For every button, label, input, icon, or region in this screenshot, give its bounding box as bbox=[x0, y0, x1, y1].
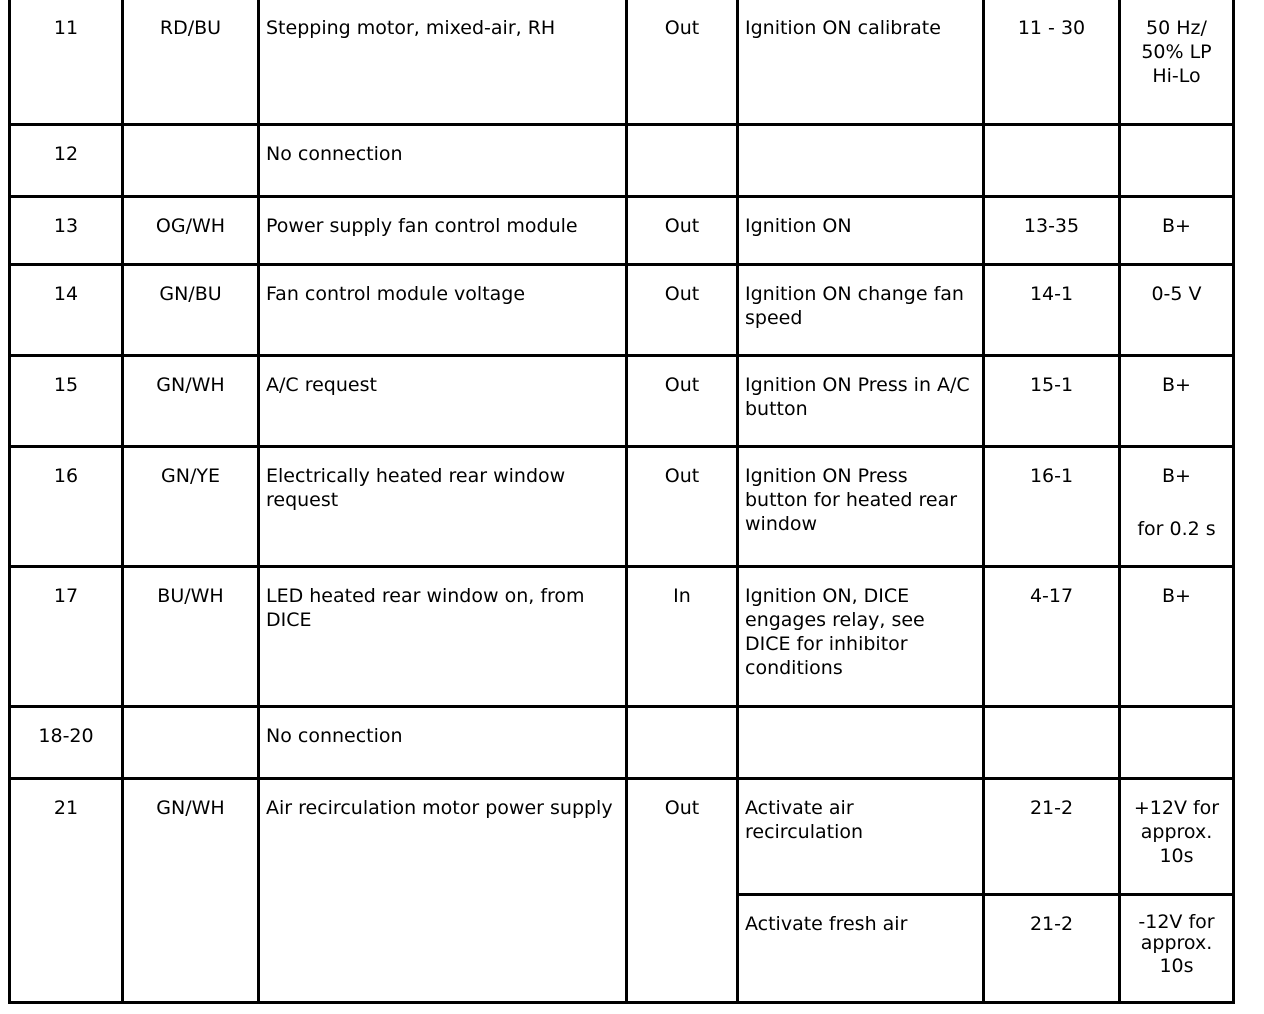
description-cell: LED heated rear window on, from DICE bbox=[259, 566, 627, 706]
measure-cell: 15-1 bbox=[984, 355, 1120, 446]
condition-cell: Ignition ON change fan speed bbox=[738, 264, 984, 355]
description-cell: A/C request bbox=[259, 355, 627, 446]
value-cell bbox=[1120, 778, 1234, 894]
table-row bbox=[10, 778, 1234, 894]
table-row bbox=[10, 0, 1234, 124]
direction-cell: Out bbox=[627, 264, 738, 355]
description-cell: No connection bbox=[259, 706, 627, 778]
condition-cell: Activate fresh air bbox=[738, 894, 984, 1002]
pin-cell: 17 bbox=[10, 566, 123, 706]
wire-color-cell: GN/BU bbox=[123, 264, 259, 355]
value-line: 50 Hz/ bbox=[1146, 17, 1207, 39]
value-cell bbox=[1120, 566, 1234, 706]
measure-cell: 16-1 bbox=[984, 446, 1120, 566]
direction-cell: Out bbox=[627, 0, 738, 124]
wire-color-cell bbox=[123, 706, 259, 778]
wire-color-cell: GN/YE bbox=[123, 446, 259, 566]
value-cell bbox=[1120, 124, 1234, 196]
value-cell bbox=[1120, 355, 1234, 446]
table-row bbox=[10, 706, 1234, 778]
value-cell bbox=[1120, 196, 1234, 264]
value-line: approx. bbox=[1140, 931, 1213, 954]
direction-cell bbox=[627, 124, 738, 196]
description-cell: Air recirculation motor power supply bbox=[259, 778, 627, 1002]
value-line: B+ bbox=[1162, 584, 1191, 607]
pin-table bbox=[8, 0, 1235, 1004]
direction-cell: Out bbox=[627, 355, 738, 446]
value-line: 10s bbox=[1159, 844, 1194, 867]
value-line: 50% LP bbox=[1141, 41, 1212, 63]
description-cell: No connection bbox=[259, 124, 627, 196]
wire-color-cell: OG/WH bbox=[123, 196, 259, 264]
value-line: approx. bbox=[1140, 820, 1213, 843]
pin-cell: 13 bbox=[10, 196, 123, 264]
value-line: B+ bbox=[1162, 373, 1191, 396]
value-cell bbox=[1120, 0, 1234, 124]
pin-cell: 12 bbox=[10, 124, 123, 196]
condition-cell bbox=[738, 706, 984, 778]
wire-color-cell: BU/WH bbox=[123, 566, 259, 706]
measure-cell: 14-1 bbox=[984, 264, 1120, 355]
condition-cell: Ignition ON bbox=[738, 196, 984, 264]
value-cell bbox=[1120, 264, 1234, 355]
table-row bbox=[10, 264, 1234, 355]
direction-cell: Out bbox=[627, 446, 738, 566]
value-line: Hi-Lo bbox=[1152, 65, 1201, 87]
condition-cell bbox=[738, 124, 984, 196]
direction-cell bbox=[627, 706, 738, 778]
table-row bbox=[10, 355, 1234, 446]
pin-cell: 15 bbox=[10, 355, 123, 446]
direction-cell: In bbox=[627, 566, 738, 706]
value-cell bbox=[1120, 894, 1234, 1002]
value-line: B+ bbox=[1162, 214, 1191, 237]
measure-cell bbox=[984, 706, 1120, 778]
wire-color-cell bbox=[123, 124, 259, 196]
measure-cell: 13-35 bbox=[984, 196, 1120, 264]
value-cell bbox=[1120, 446, 1234, 566]
wire-color-cell: RD/BU bbox=[123, 0, 259, 124]
wire-color-cell: GN/WH bbox=[123, 355, 259, 446]
description-cell: Power supply fan control module bbox=[259, 196, 627, 264]
description-cell: Fan control module voltage bbox=[259, 264, 627, 355]
table-row bbox=[10, 446, 1234, 566]
condition-cell: Ignition ON, DICE engages relay, see DICE for inhibitor conditions bbox=[738, 566, 984, 706]
value-line bbox=[1127, 488, 1226, 517]
pin-cell: 21 bbox=[10, 778, 123, 1002]
table-row bbox=[10, 566, 1234, 706]
measure-cell: 21-2 bbox=[984, 894, 1120, 1002]
value-cell bbox=[1120, 706, 1234, 778]
measure-cell: 4-17 bbox=[984, 566, 1120, 706]
pin-cell: 11 bbox=[10, 0, 123, 124]
value-line: B+ bbox=[1162, 464, 1191, 487]
value-line: 0-5 V bbox=[1151, 282, 1202, 305]
pin-cell: 14 bbox=[10, 264, 123, 355]
direction-cell: Out bbox=[627, 196, 738, 264]
condition-cell: Ignition ON Press button for heated rear window bbox=[738, 446, 984, 566]
direction-cell: Out bbox=[627, 778, 738, 1002]
description-cell: Stepping motor, mixed-air, RH bbox=[259, 0, 627, 124]
description-cell: Electrically heated rear window request bbox=[259, 446, 627, 566]
condition-cell: Ignition ON Press in A/C button bbox=[738, 355, 984, 446]
measure-cell: 11 - 30 bbox=[984, 0, 1120, 124]
condition-cell: Activate air recirculation bbox=[738, 778, 984, 894]
table-row bbox=[10, 124, 1234, 196]
value-line: +12V for bbox=[1133, 796, 1220, 819]
value-line: 10s bbox=[1159, 954, 1194, 977]
condition-cell: Ignition ON calibrate bbox=[738, 0, 984, 124]
value-line: for 0.2 s bbox=[1137, 517, 1216, 540]
measure-cell bbox=[984, 124, 1120, 196]
value-line: -12V for bbox=[1138, 910, 1215, 933]
pin-cell: 16 bbox=[10, 446, 123, 566]
pin-cell: 18-20 bbox=[10, 706, 123, 778]
table-row bbox=[10, 196, 1234, 264]
wire-color-cell: GN/WH bbox=[123, 778, 259, 1002]
measure-cell: 21-2 bbox=[984, 778, 1120, 894]
